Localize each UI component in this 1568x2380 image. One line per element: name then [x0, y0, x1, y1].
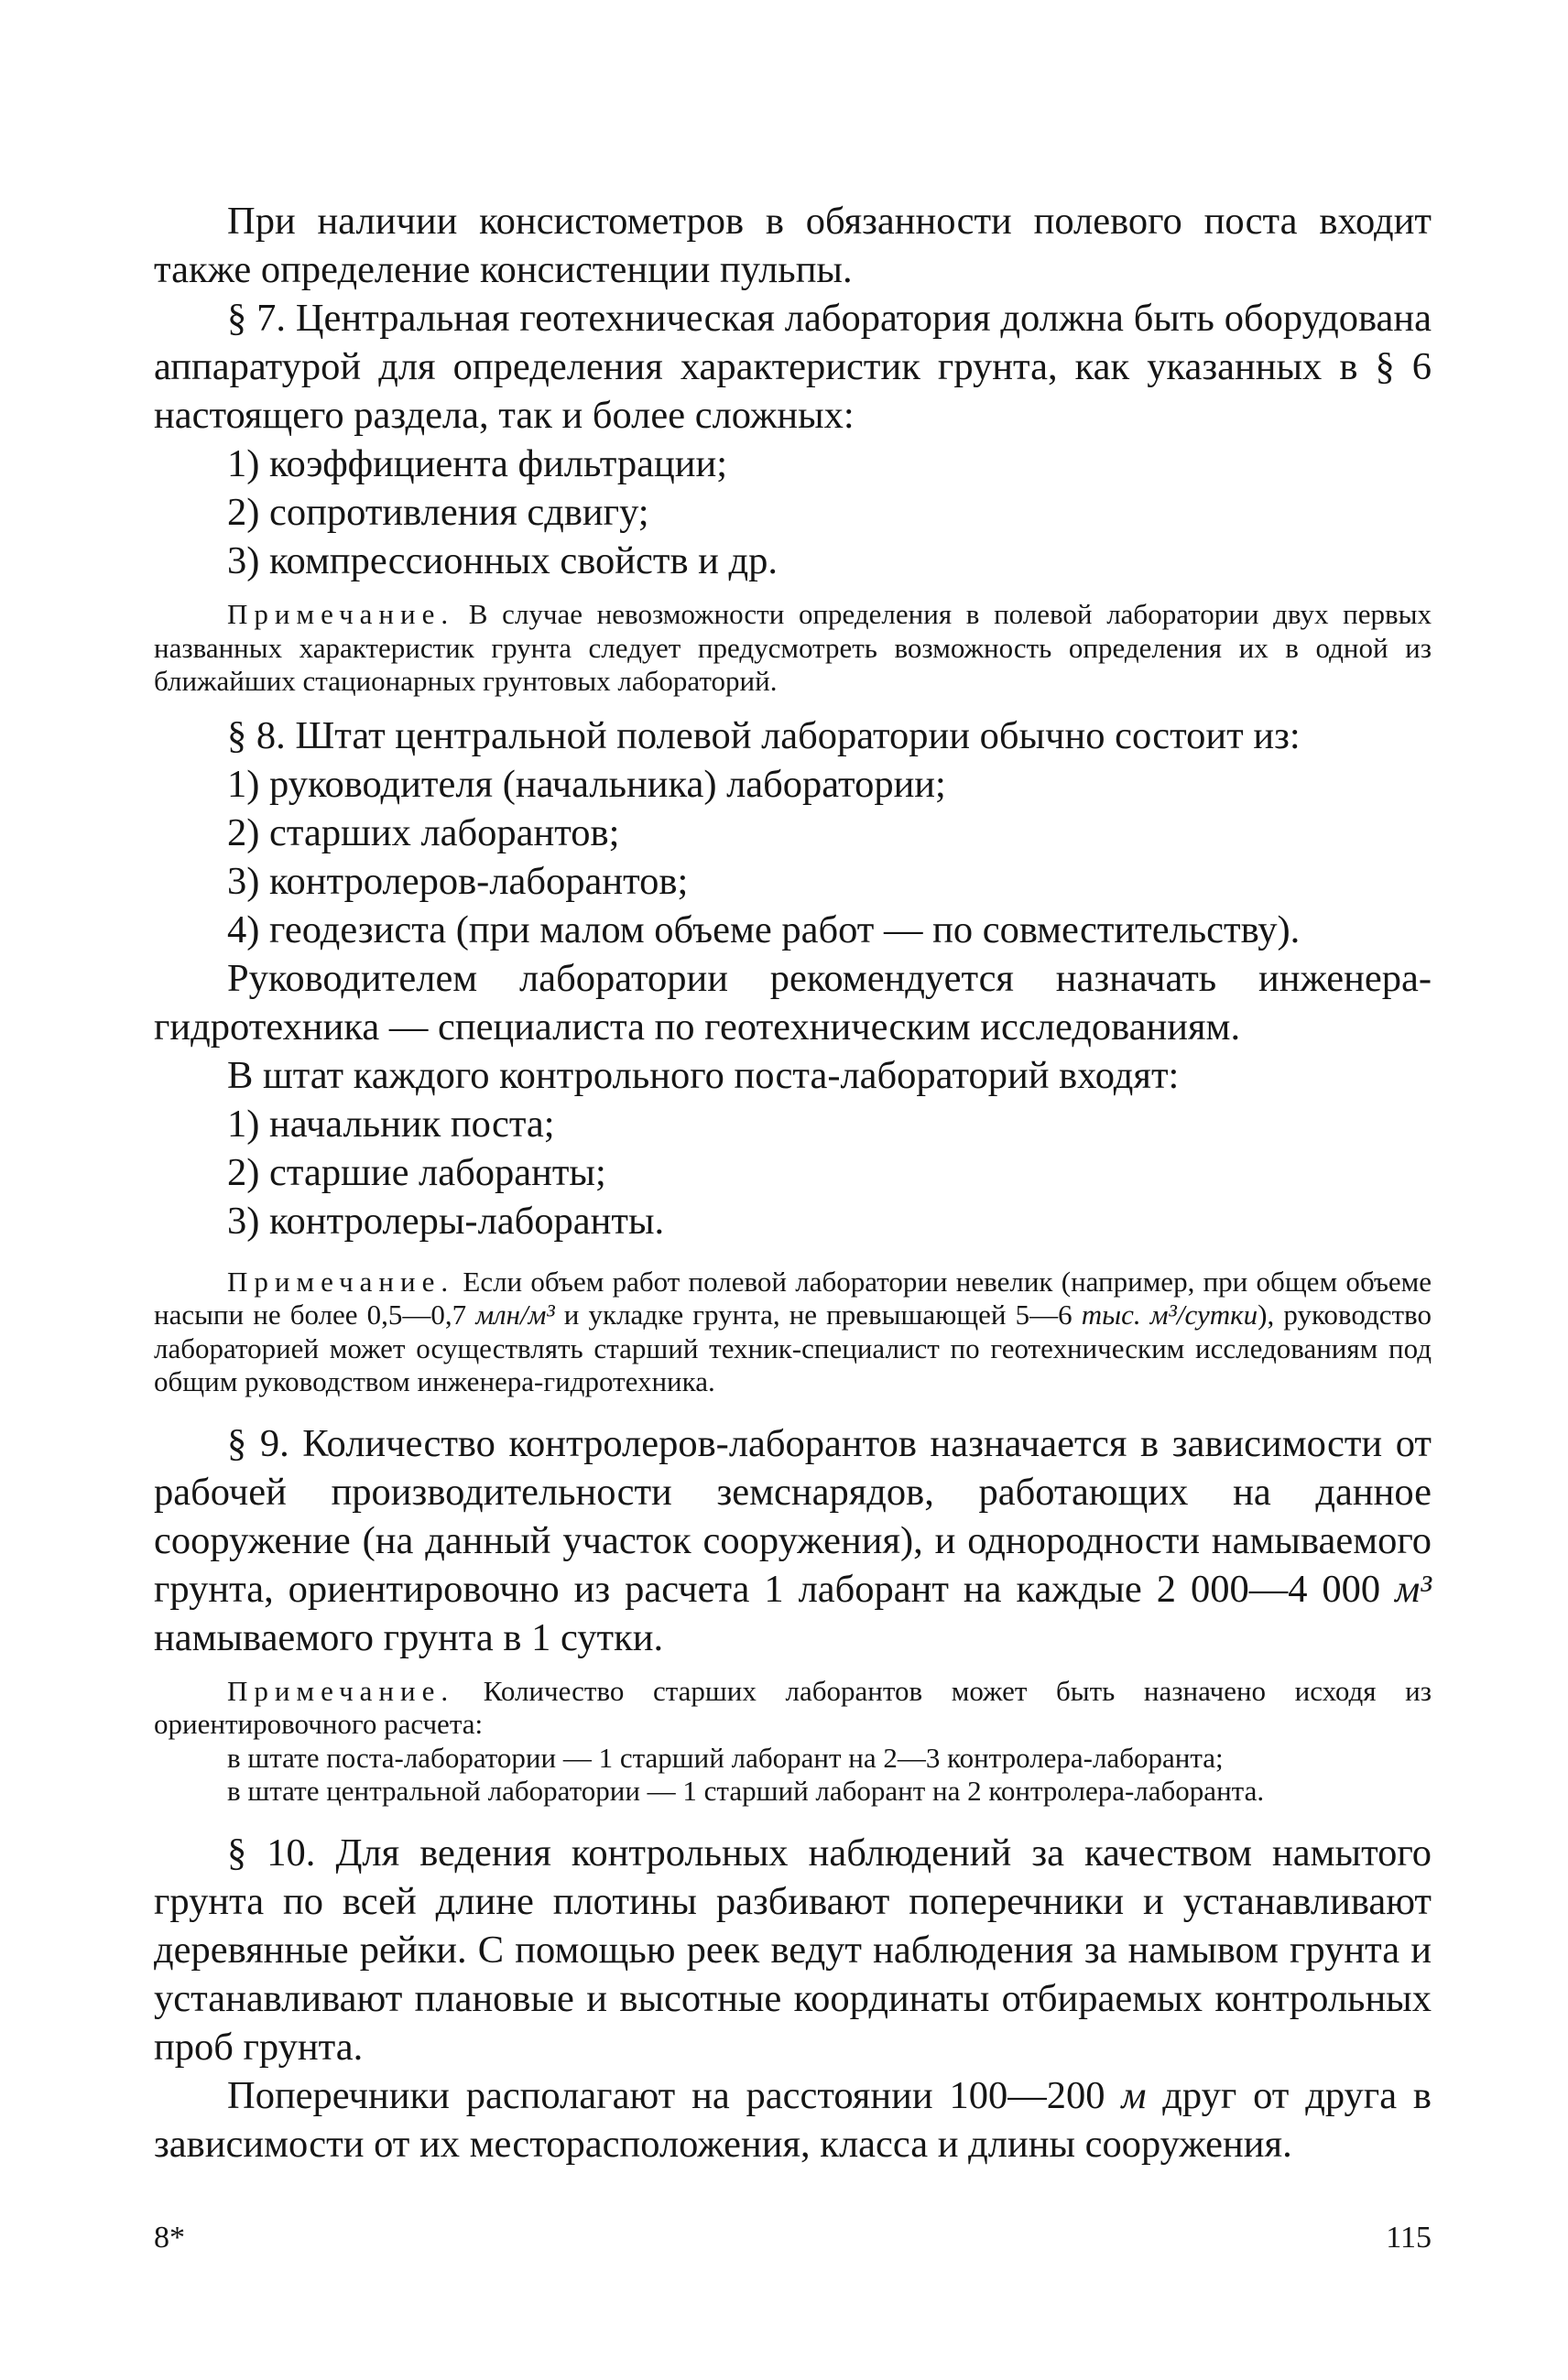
list-item: 2) сопротивления сдвигу; — [227, 491, 649, 534]
list-item: 4) геодезиста (при малом объеме работ — по совместительству). — [227, 907, 1301, 951]
page-body — [154, 197, 1432, 2168]
list-item: 1) руководителя (начальника) лаборатории; — [227, 762, 946, 806]
paragraph-section-9 — [154, 1419, 1432, 1662]
unit-text: м³ — [1395, 1567, 1432, 1611]
note-1 — [154, 598, 1432, 699]
list-item: 3) контролеров-лаборантов; — [227, 859, 689, 903]
paragraph-consistometers: При наличии консистометров в обязанности полевого поста входит также определение консистенции пульпы. — [154, 200, 1432, 291]
note-text: Если объем работ полевой лаборатории невелик (например, при общем объеме насыпи не более 0,5—0,7 — [154, 1265, 1432, 1331]
note-label: Примечание. — [227, 1674, 455, 1707]
list-item: 1) коэффициента фильтрации; — [227, 442, 728, 485]
note-3-item: в штате поста-лаборатории — 1 старший лаборант на 2—3 контролера-лаборанта; — [227, 1741, 1224, 1774]
note-text: и укладке грунта, не превышающей 5—6 — [554, 1299, 1082, 1331]
note-label: Примечание. — [227, 1265, 455, 1298]
list-item: 1) начальник поста; — [227, 1102, 555, 1146]
note-text: Количество старших лаборантов может быть назначено исходя из ориентировочного расчета: — [154, 1674, 1432, 1740]
note-text: ), руководство лабораторией может осуществлять старший техник-специалист по геотехническим исследованиям под общим руководством инженера-гидротехника. — [154, 1299, 1432, 1397]
paragraph-text: § 9. Количество контролеров-лаборантов назначается в зависимости от рабочей производительности земснарядов, работающих на данное сооружение (на данный участок сооружения), и однородности намываемого грунта, ориентировочно из расчета 1 лаборант на каждые 2 000—4 000 — [154, 1421, 1432, 1611]
list-item: 3) компрессионных свойств и др. — [227, 539, 779, 582]
unit-text: млн/м³ — [475, 1299, 555, 1331]
paragraph-cross-sections — [154, 2071, 1432, 2168]
unit-text: тыс. м³/сутки — [1081, 1299, 1258, 1331]
note-3 — [154, 1675, 1432, 1742]
paragraph-section-10: § 10. Для ведения контрольных наблюдений за качеством намытого грунта по всей длине плотины разбивают поперечники и устанавливают деревянные рейки. С помощью реек ведут наблюдения за намывом грунта и устанавливают плановые и высотные координаты отбираемых контрольных проб грунта. — [154, 1831, 1432, 2069]
list-item: 2) старших лаборантов; — [227, 810, 620, 854]
paragraph-section-8: § 8. Штат центральной полевой лаборатории обычно состоит из: — [227, 713, 1301, 757]
unit-text: м — [1121, 2073, 1147, 2117]
signature-mark: 8* — [154, 2221, 185, 2255]
note-2 — [154, 1266, 1432, 1399]
paragraph-section-7: § 7. Центральная геотехническая лаборатория должна быть оборудована аппаратурой для определения характеристик грунта, как указанных в § 6 настоящего раздела, так и более сложных: — [154, 297, 1432, 437]
paragraph-text: друг от друга в зависимости от их месторасположения, класса и длины сооружения. — [154, 2073, 1432, 2166]
note-label: Примечание. — [227, 598, 455, 630]
note-3-item: в штате центральной лаборатории — 1 старший лаборант на 2 контролера-лаборанта. — [227, 1775, 1265, 1807]
list-item: 2) старшие лаборанты; — [227, 1150, 606, 1194]
list-item: 3) контролеры-лаборанты. — [227, 1199, 665, 1243]
page-number: 115 — [1386, 2221, 1432, 2255]
paragraph-text: Поперечники располагают на расстоянии 100—200 — [227, 2073, 1122, 2117]
note-text: В случае невозможности определения в полевой лаборатории двух первых названных характеристик грунта следует предусмотреть возможность определения их в одной из ближайших стационарных грунтовых лабораторий. — [154, 598, 1432, 697]
paragraph-text: намываемого грунта в 1 сутки. — [154, 1615, 664, 1659]
paragraph-lab-head: Руководителем лаборатории рекомендуется назначать инженера-гидротехника — специалиста по геотехническим исследованиям. — [154, 956, 1432, 1049]
paragraph-post-staff: В штат каждого контрольного поста-лабораторий входят: — [227, 1053, 1180, 1097]
